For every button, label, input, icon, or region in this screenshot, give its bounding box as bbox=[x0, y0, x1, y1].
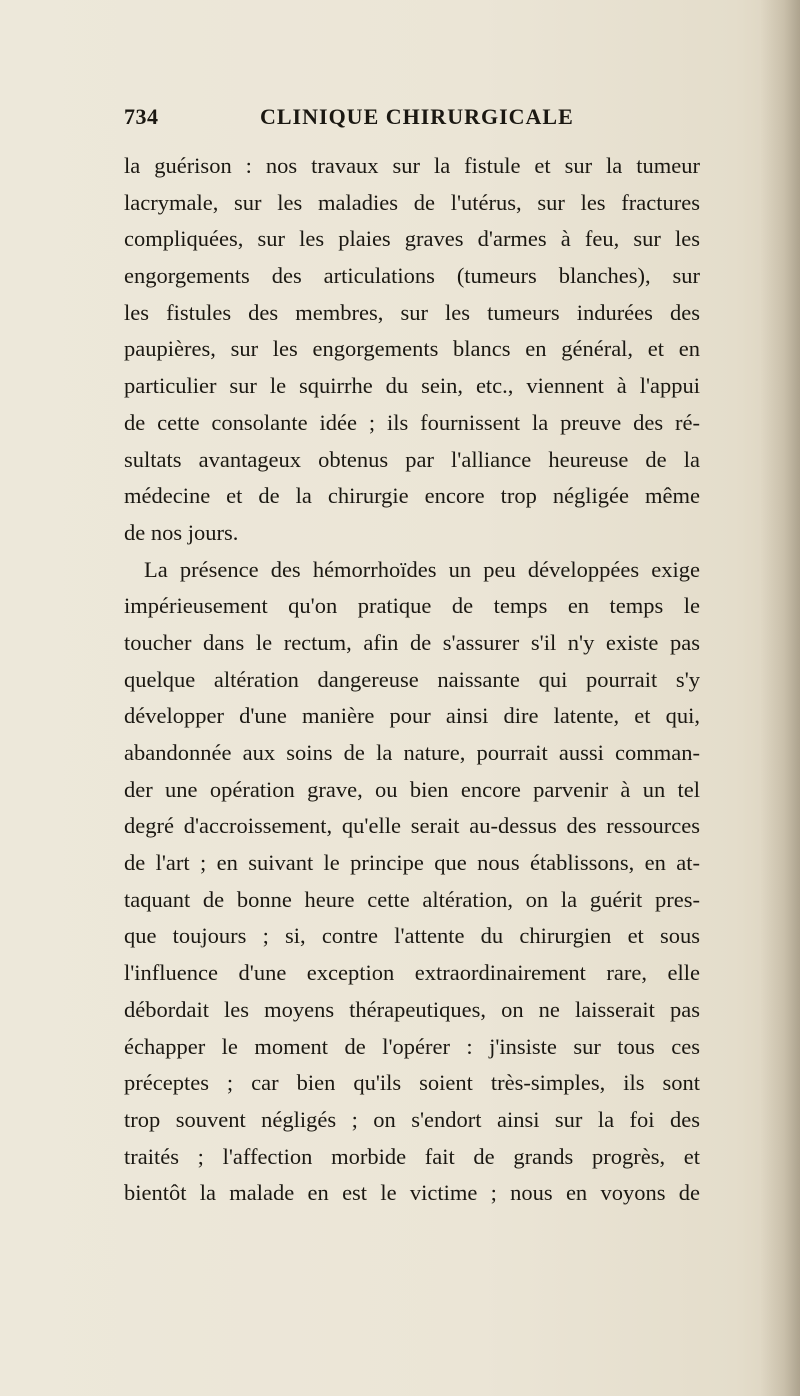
running-title: CLINIQUE CHIRURGICALE bbox=[260, 104, 574, 129]
text-line: quelque altération dangereuse naissante qui pourrait s'y bbox=[124, 666, 700, 692]
text-line: débordait les moyens thérapeutiques, on ne laisserait pas bbox=[124, 996, 700, 1022]
page-number: 734 bbox=[124, 104, 159, 129]
text-line: compliquées, sur les plaies graves d'armes à feu, sur les bbox=[124, 226, 700, 252]
text-line: la guérison : nos travaux sur la fistule et sur la tumeur bbox=[124, 153, 700, 178]
text-line: toucher dans le rectum, afin de s'assurer s'il n'y existe pas bbox=[124, 629, 700, 655]
running-head bbox=[124, 104, 700, 134]
text-line: l'influence d'une exception extraordinairement rare, elle bbox=[124, 960, 700, 986]
paragraph-end-line: de nos jours. bbox=[124, 519, 239, 545]
text-line: les fistules des membres, sur les tumeurs indurées des bbox=[124, 299, 700, 325]
binding-shadow bbox=[760, 0, 800, 1396]
text-line: trop souvent négligés ; on s'endort ainsi sur la foi des bbox=[124, 1106, 700, 1132]
text-line: développer d'une manière pour ainsi dire latente, et qui, bbox=[124, 703, 700, 729]
text-line: médecine et de la chirurgie encore trop négligée même bbox=[124, 483, 700, 509]
text-line: de l'art ; en suivant le principe que nous établissons, en at- bbox=[124, 850, 700, 876]
text-line: lacrymale, sur les maladies de l'utérus, sur les fractures bbox=[124, 189, 700, 215]
text-line: paupières, sur les engorgements blancs en général, et en bbox=[124, 336, 700, 362]
text-line: préceptes ; car bien qu'ils soient très-simples, ils sont bbox=[124, 1070, 700, 1096]
text-line: échapper le moment de l'opérer : j'insiste sur tous ces bbox=[124, 1033, 700, 1059]
text-line: bientôt la malade en est le victime ; nous en voyons de bbox=[124, 1180, 700, 1206]
text-line: particulier sur le squirrhe du sein, etc., viennent à l'appui bbox=[124, 373, 700, 399]
text-line: traités ; l'affection morbide fait de grands progrès, et bbox=[124, 1143, 700, 1169]
body-text bbox=[124, 148, 700, 1212]
text-line: engorgements des articulations (tumeurs blanches), sur bbox=[124, 263, 700, 289]
text-line: taquant de bonne heure cette altération, on la guérit pres- bbox=[124, 886, 700, 912]
text-line: der une opération grave, ou bien encore parvenir à un tel bbox=[124, 776, 700, 802]
text-line: impérieusement qu'on pratique de temps en temps le bbox=[124, 593, 700, 619]
text-line: degré d'accroissement, qu'elle serait au-dessus des ressources bbox=[124, 813, 700, 839]
paragraph-start-line: La présence des hémorrhoïdes un peu développées exige bbox=[144, 556, 700, 582]
text-line: que toujours ; si, contre l'attente du chirurgien et sous bbox=[124, 923, 700, 949]
text-line: abandonnée aux soins de la nature, pourrait aussi comman- bbox=[124, 740, 700, 765]
text-line: sultats avantageux obtenus par l'alliance heureuse de la bbox=[124, 446, 700, 472]
text-line: de cette consolante idée ; ils fournissent la preuve des ré- bbox=[124, 409, 700, 435]
